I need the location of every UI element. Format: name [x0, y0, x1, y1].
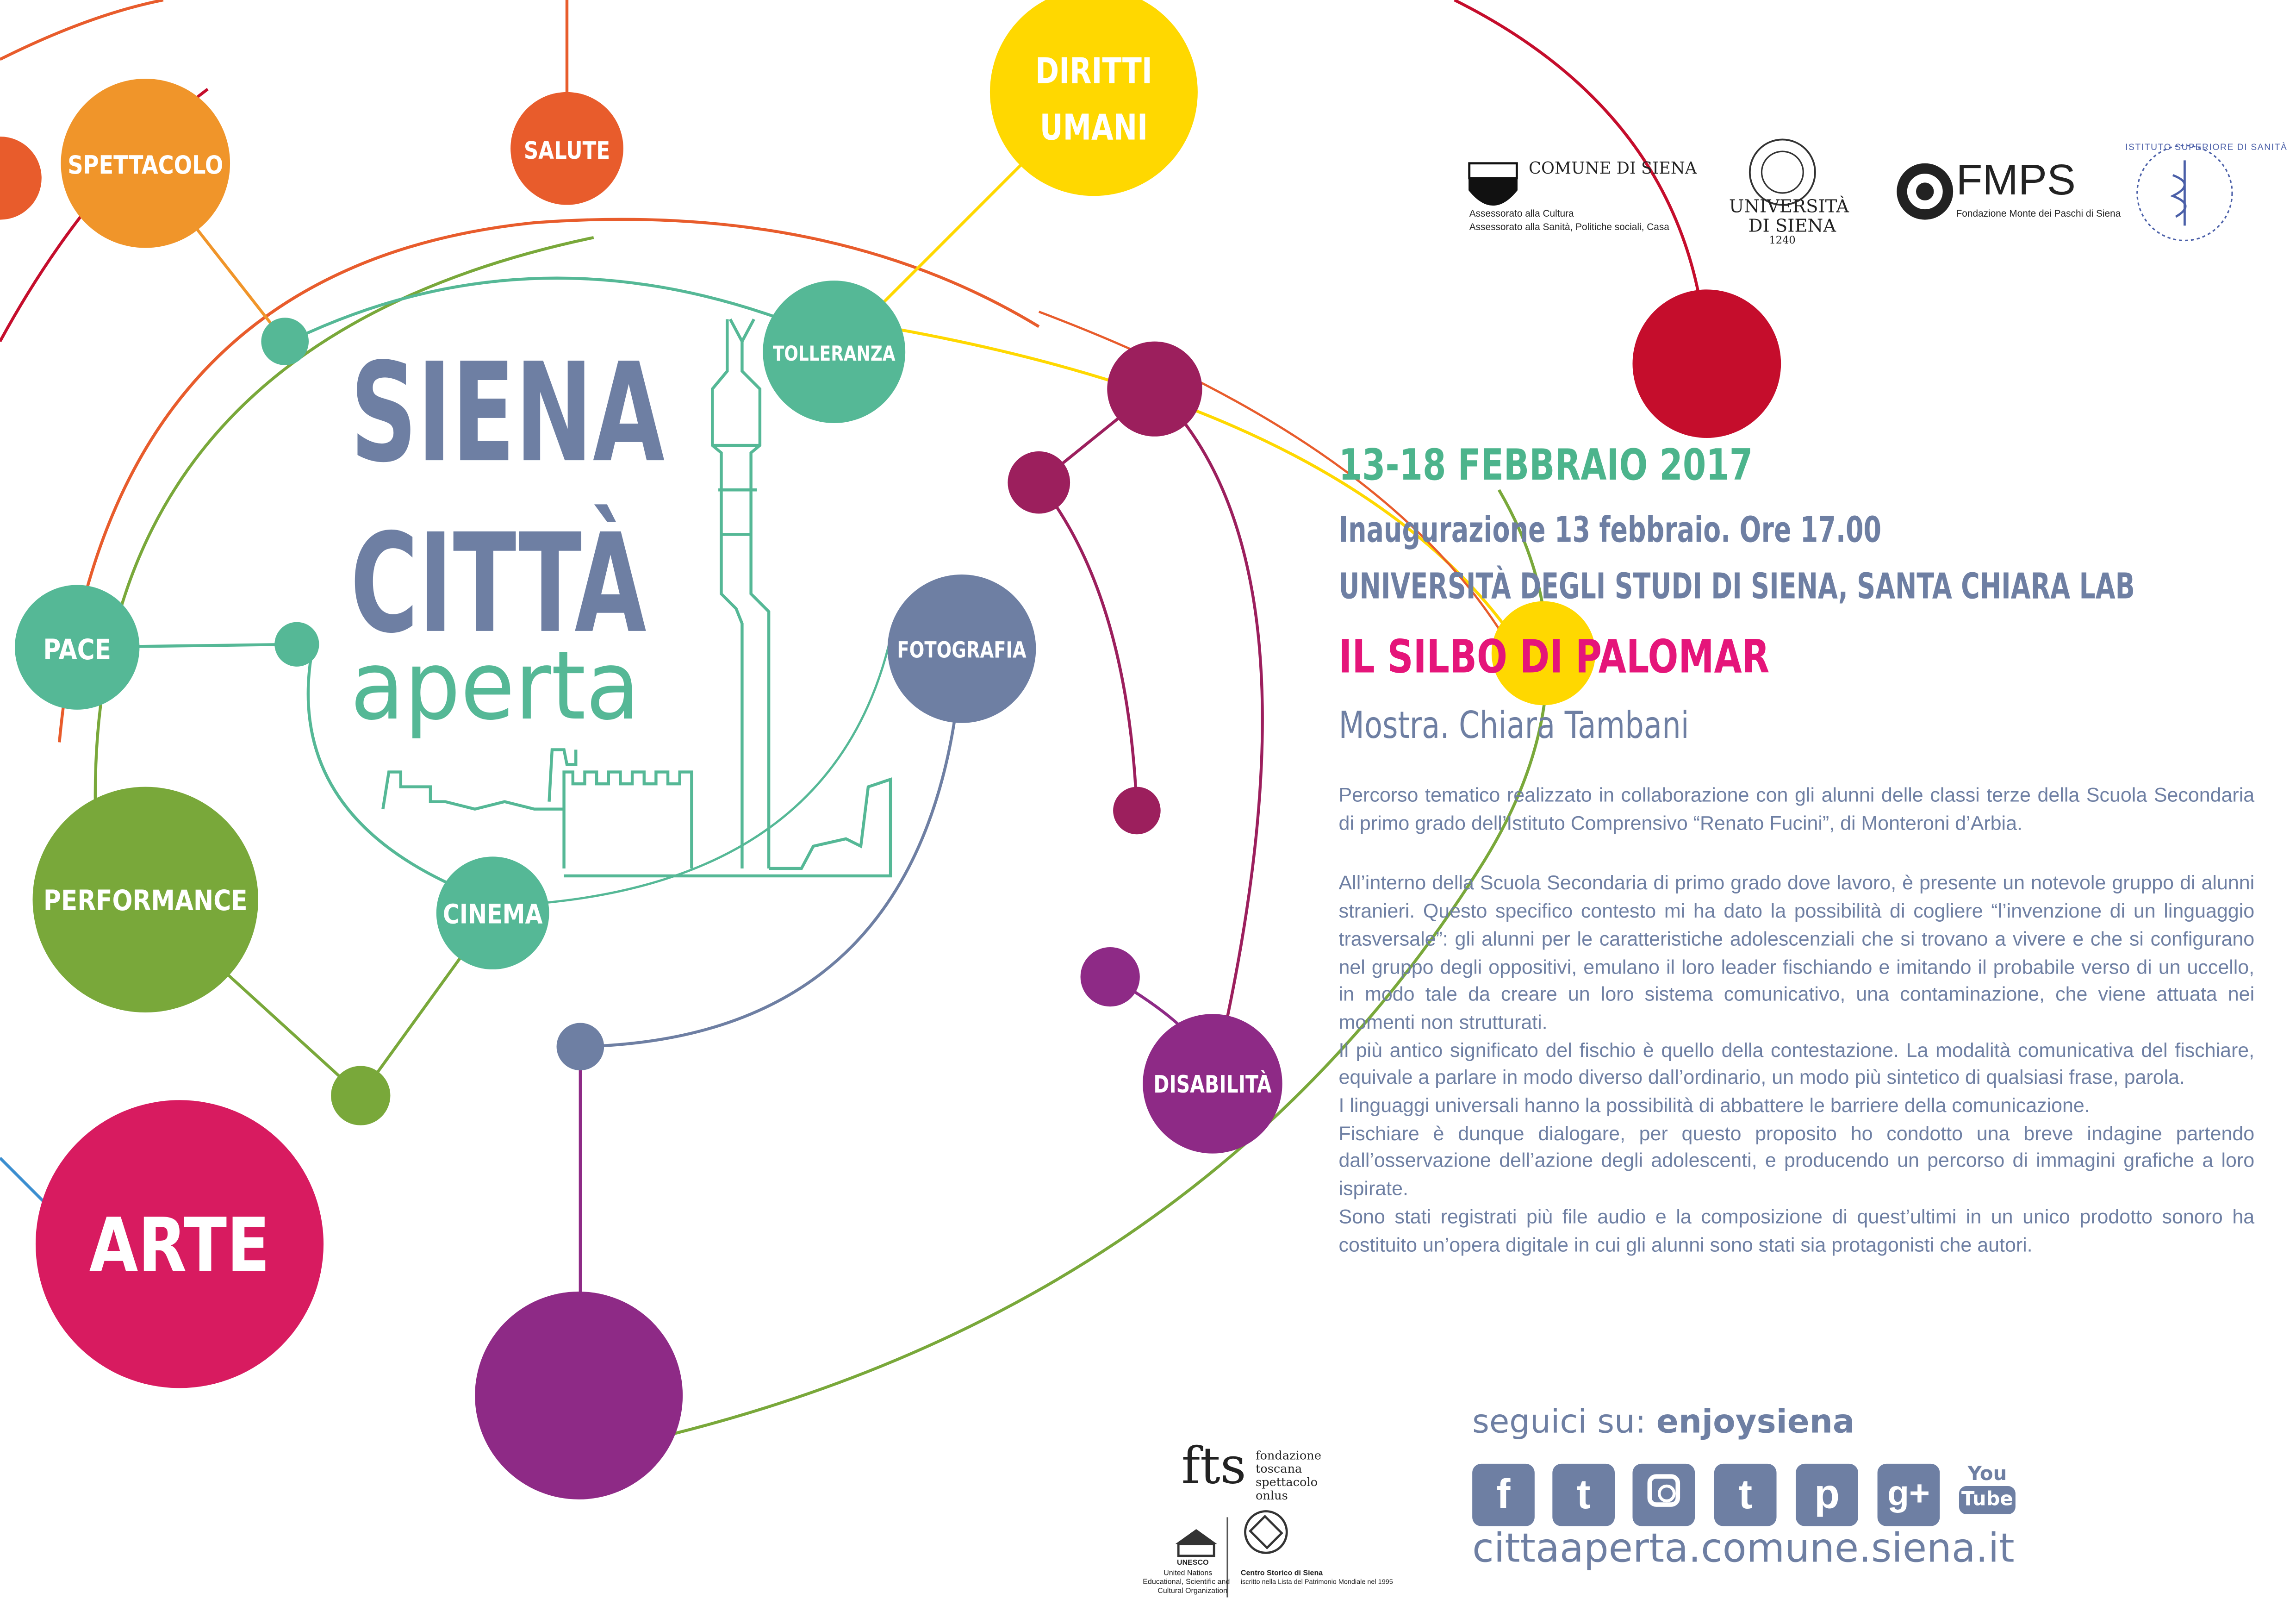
paragraph: Fischiare è dunque dialogare, per questo proposito ho condotto una breve indagine partendo dall’osservazione dell’azione degli adolescenti, e producendo un percorso di immagini grafiche a loro ispirate.: [1338, 1122, 2255, 1200]
pinterest-icon[interactable]: p: [1796, 1464, 1858, 1526]
arc-blue-left: [0, 1158, 44, 1202]
description-text: [1339, 782, 2255, 1259]
fmps-name: FMPS: [1956, 157, 2076, 205]
unesco-mark: UNESCO: [1176, 1559, 1209, 1568]
fts-line1: fondazione: [1255, 1449, 1322, 1462]
youtube-icon[interactable]: You Tube: [1959, 1464, 2016, 1514]
universita-year: 1240: [1769, 234, 1796, 247]
dot-teal-2: [274, 622, 319, 667]
unesco-line2: Educational, Scientific and: [1143, 1578, 1230, 1587]
label-salute: SALUTE: [523, 137, 610, 165]
universita-seal-icon: [1750, 139, 1815, 205]
unesco-line3: Cultural Organization: [1157, 1587, 1227, 1596]
paragraph: Percorso tematico realizzato in collaborazione con gli alunni delle classi terze della Scuola Secondaria di primo grado dell’Istituto Comprensivo “Renato Fucini”, di Monteroni d’Arbia.: [1338, 784, 2255, 834]
arc-teal-top: [289, 278, 801, 342]
centro-line2: iscritto nella Lista del Patrimonio Mondiale nel 1995: [1240, 1578, 1393, 1586]
dot-plum-1: [1008, 451, 1070, 514]
comune-line1: Assessorato alla Cultura: [1469, 209, 1574, 220]
universita-line1: UNIVERSITÀ: [1729, 196, 1849, 217]
twitter-icon[interactable]: t: [1552, 1464, 1615, 1526]
title-siena: SIENA: [350, 334, 665, 493]
instagram-icon[interactable]: [1632, 1464, 1695, 1526]
unesco-temple-icon: [1176, 1529, 1217, 1544]
dot-crimson: [1632, 289, 1781, 438]
facebook-icon[interactable]: f: [1472, 1464, 1535, 1526]
tumblr-icon[interactable]: t: [1714, 1464, 1777, 1526]
label-pace: PACE: [43, 633, 112, 666]
label-spettacolo: SPETTACOLO: [68, 150, 224, 180]
event-dates: 13-18 FEBBRAIO 2017: [1338, 439, 1753, 490]
label-fotografia: FOTOGRAFIA: [897, 637, 1027, 663]
dot-orange-edge: [0, 137, 42, 220]
paragraph: Il più antico significato del fischio è quello della contestazione. La modalità comunicativa del fischiare, equivale a parlare in modo diverso dall’ordinario, un modo più sintetico di qualsiasi frase, parola.: [1338, 1038, 2255, 1089]
fmps-full: Fondazione Monte dei Paschi di Siena: [1956, 209, 2121, 220]
dot-slate: [557, 1023, 604, 1070]
title-aperta: aperta: [350, 630, 640, 741]
dot-teal-1: [261, 318, 309, 365]
label-diritti: DIRITTI: [1035, 50, 1152, 92]
event-venue: UNIVERSITÀ DEGLI STUDI DI SIENA, SANTA CHIARA LAB: [1338, 565, 2135, 607]
label-performance: PERFORMANCE: [43, 884, 248, 917]
label-umani: UMANI: [1039, 106, 1148, 149]
dot-purple-large: [475, 1292, 683, 1499]
website-link[interactable]: cittaaperta.comune.siena.it: [1472, 1526, 2015, 1573]
fts-mark: fts: [1181, 1437, 1246, 1497]
paragraph: I linguaggi universali hanno la possibilità di abbattere le barriere della comunicazione.: [1338, 1094, 2090, 1117]
label-disabilita: DISABILITÀ: [1153, 1070, 1272, 1099]
arc-orange-top: [0, 0, 163, 59]
google-plus-icon[interactable]: g+: [1878, 1464, 1940, 1526]
event-title: IL SILBO DI PALOMAR: [1338, 631, 1770, 685]
label-cinema: CINEMA: [442, 898, 543, 930]
iss-name: ISTITUTO SUPERIORE DI SANITÀ: [2125, 144, 2288, 153]
dot-plum-2: [1107, 342, 1202, 437]
event-inauguration: Inaugurazione 13 febbraio. Ore 17.00: [1338, 509, 1882, 551]
centro-line1: Centro Storico di Siena: [1240, 1569, 1323, 1578]
dot-green: [331, 1066, 390, 1125]
universita-line2: DI SIENA: [1748, 215, 1836, 236]
event-subtitle: Mostra. Chiara Tambani: [1338, 704, 1689, 747]
fts-line2: toscana: [1255, 1462, 1302, 1476]
comune-name: COMUNE DI SIENA: [1529, 159, 1697, 178]
follow-handle[interactable]: enjoysiena: [1656, 1404, 1855, 1442]
dot-purple: [1081, 947, 1140, 1006]
label-arte: ARTE: [89, 1202, 270, 1289]
dot-plum-3: [1113, 787, 1161, 835]
follow-line: [1472, 1405, 1854, 1442]
comune-line2: Assessorato alla Sanità, Politiche sociali, Casa: [1469, 223, 1669, 233]
fts-line4: onlus: [1255, 1489, 1288, 1503]
paragraph: All’interno della Scuola Secondaria di primo grado dove lavoro, è presente un notevole gruppo di alunni stranieri. Questo specifico contesto mi ha dato la possibilità di cogliere “l’invenzione di un linguaggio trasversale”: gli alunni per le caratteristiche adolescenziali che si trovano a vivere e che si configurano nel gruppo degli oppositivi, emulano il loro leader fischiando e imitando il probabile verso di un uccello, in modo tale da creare un loro sistema comunicativo, una contaminazione, che viene attuata nei momenti non strutturati.: [1338, 872, 2255, 1033]
title-citta: CITTÀ: [350, 505, 647, 664]
follow-prefix: seguici su:: [1472, 1404, 1656, 1442]
paragraph: Sono stati registrati più file audio e la composizione di quest’ultimi in un unico prodotto sonoro ha costituito un’opera digitale in cui gli alunni sono stati sia protagonisti che autori.: [1338, 1205, 2255, 1255]
fts-line3: spettacolo: [1255, 1475, 1318, 1489]
unesco-line1: United Nations: [1164, 1569, 1213, 1578]
label-tolleranza: TOLLERANZA: [772, 341, 896, 366]
